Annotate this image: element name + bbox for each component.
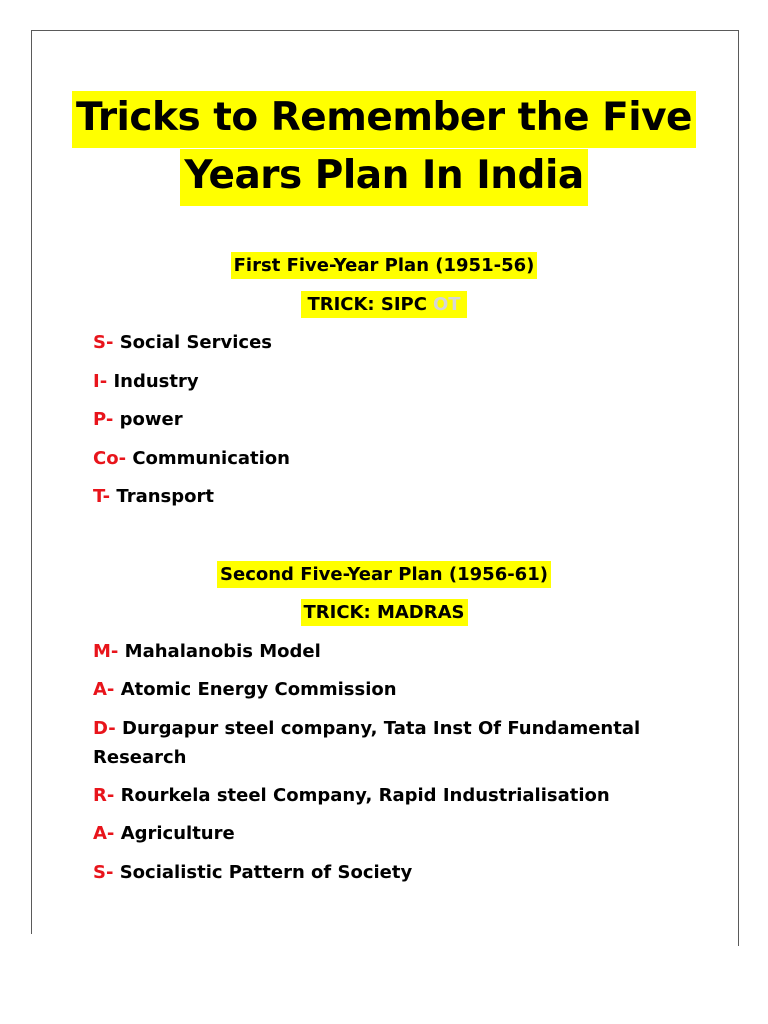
list-item bbox=[93, 714, 653, 772]
plan-trick-second: TRICK: MADRAS bbox=[0, 604, 768, 622]
item-letter: S- bbox=[93, 862, 114, 883]
item-text: Mahalanobis Model bbox=[124, 641, 321, 662]
list-item bbox=[93, 367, 653, 396]
item-text: power bbox=[119, 409, 183, 430]
item-letter: A- bbox=[93, 679, 115, 700]
item-letter: I- bbox=[93, 371, 108, 392]
plan-heading-second: Second Five-Year Plan (1956-61) bbox=[0, 566, 768, 584]
item-text: Socialistic Pattern of Society bbox=[119, 862, 413, 883]
list-item bbox=[93, 444, 653, 473]
item-text: Industry bbox=[113, 371, 199, 392]
list-item bbox=[93, 819, 653, 848]
item-letter: M- bbox=[93, 641, 119, 662]
item-text: Communication bbox=[132, 448, 290, 469]
item-letter: D- bbox=[93, 718, 116, 739]
list-item bbox=[93, 675, 653, 704]
list-item bbox=[93, 405, 653, 434]
item-letter: Co- bbox=[93, 448, 127, 469]
list-item bbox=[93, 328, 653, 357]
page-title-line-1: Tricks to Remember the Five bbox=[0, 98, 768, 137]
item-letter: T- bbox=[93, 486, 111, 507]
item-text: Agriculture bbox=[120, 823, 235, 844]
item-text: Transport bbox=[116, 486, 214, 507]
plan-heading-first: First Five-Year Plan (1951-56) bbox=[0, 257, 768, 275]
item-letter: R- bbox=[93, 785, 115, 806]
item-letter: A- bbox=[93, 823, 115, 844]
item-text: Durgapur steel company, Tata Inst Of Fundamental Research bbox=[93, 718, 641, 768]
item-text: Social Services bbox=[119, 332, 273, 353]
item-letter: S- bbox=[93, 332, 114, 353]
list-item bbox=[93, 637, 653, 666]
trick-text: TRICK: SIPC bbox=[304, 291, 430, 318]
item-letter: P- bbox=[93, 409, 114, 430]
plan-trick-first bbox=[0, 296, 768, 314]
list-item bbox=[93, 781, 653, 810]
page-border-top bbox=[31, 30, 739, 31]
list-item bbox=[93, 858, 653, 887]
trick-text-faded: OT bbox=[430, 291, 464, 318]
list-item bbox=[93, 482, 653, 511]
page-title-line-2: Years Plan In India bbox=[0, 156, 768, 195]
item-text: Rourkela steel Company, Rapid Industrialisation bbox=[120, 785, 610, 806]
item-text: Atomic Energy Commission bbox=[120, 679, 397, 700]
